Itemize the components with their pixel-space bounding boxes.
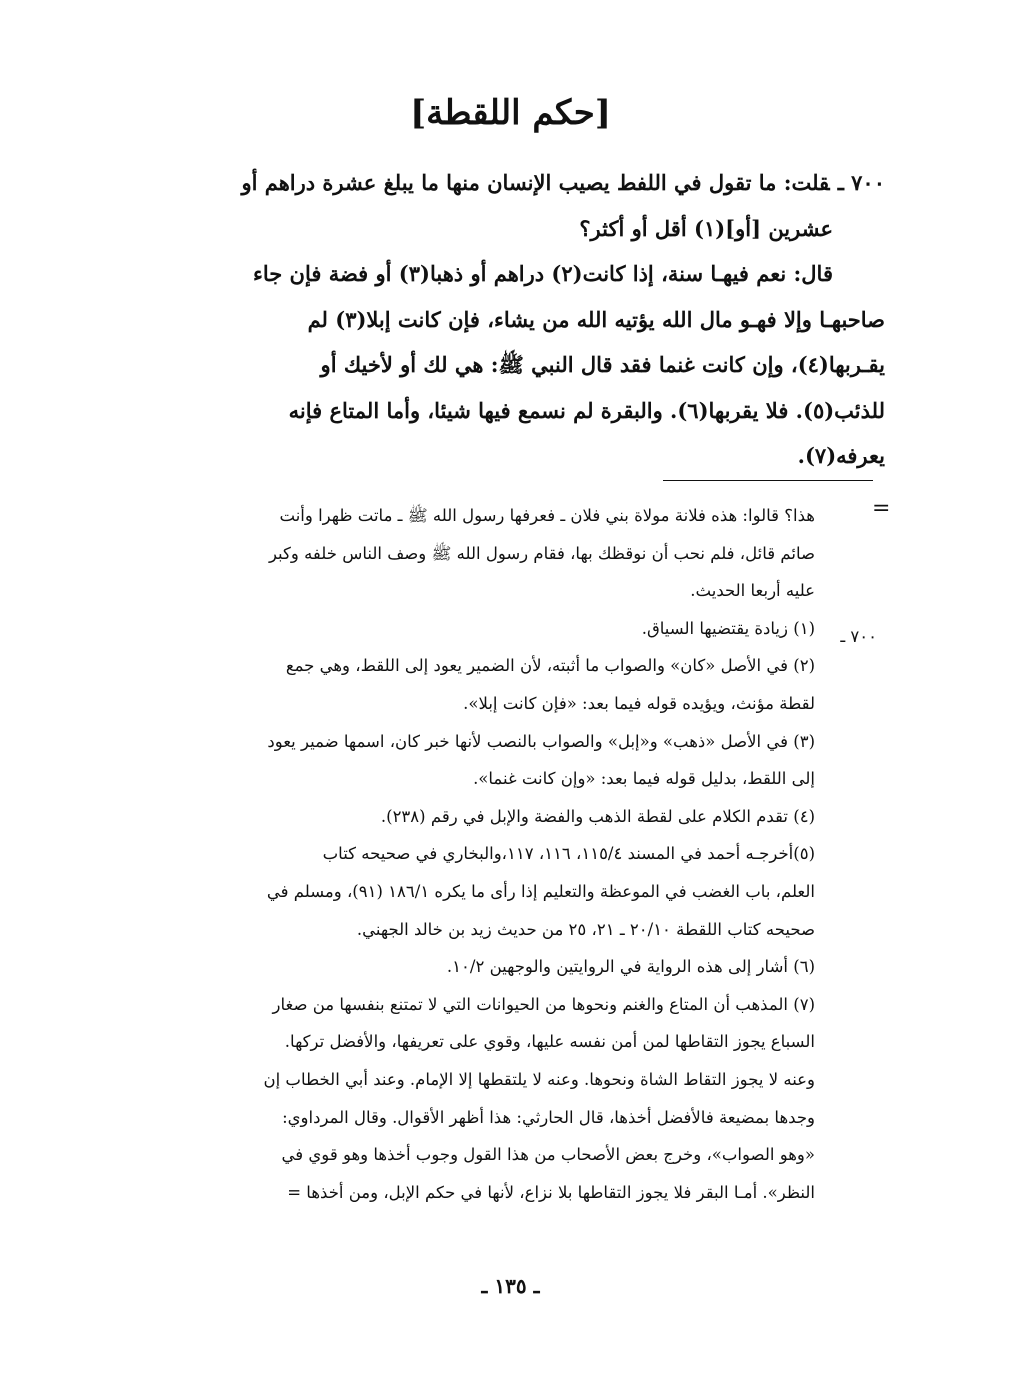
footnote-line: (٦) أشار إلى هذه الرواية في الروايتين والوجهين ١٠/٢.	[446, 957, 815, 977]
main-line: صاحبهـا وإلا فهـو مال الله يؤتيه الله من يشاء، فإن كانت إبلا(٣) لم	[307, 306, 885, 332]
footnote-line: (٣) في الأصل «ذهب» و«إبل» والصواب بالنصب لأنها خبر كان، اسمها ضمير يعود	[267, 731, 815, 751]
main-line: للذئب(٥). فلا يقربها(٦). والبقرة لم نسمع فيها شيئا، وأما المتاع فإنه	[288, 397, 885, 423]
main-line: قال: نعم فيهـا سنة، إذا كانت(٢) دراهم أو ذهبا(٣) أو فضة فإن جاء	[252, 261, 833, 286]
footnote-line: العلم، باب الغضب في الموعظة والتعليم إذا رأى ما يكره ١٨٦/١ (٩١)، ومسلم في	[266, 881, 815, 901]
footnote-line: لقطة مؤنث، ويؤيده قوله فيما بعد: «فإن كانت إبلا».	[463, 693, 815, 713]
footnote-line: وجدها بمضيعة فالأفضل أخذها، قال الحارثي: هذا أظهر الأقوال. وقال المرداوي:	[282, 1107, 815, 1127]
footnote-line: (٥)أخرجـه أحمد في المسند ١١٥/٤، ١١٦، ١١٧،والبخاري في صحيحه كتاب	[322, 844, 815, 864]
entry-number: ٧٠٠ ـ	[837, 170, 885, 195]
footnote-line: (٤) تقدم الكلام على لقطة الذهب والفضة والإبل في رقم (٢٣٨).	[380, 806, 815, 826]
footnote-line: هذا؟ قالوا: هذه فلانة مولاة بني فلان ـ فعرفها رسول الله ﷺ ـ ماتت ظهرا وأنت	[279, 506, 815, 525]
footnote-entry-label: ٧٠٠ ـ	[840, 627, 877, 646]
footnote-line: عليه أربعا الحديث.	[690, 581, 815, 601]
main-text	[160, 160, 885, 479]
footnote-line: صائم قائل، فلم نحب أن نوقظك بها، فقام رسول الله ﷺ وصف الناس خلفه وكبر	[268, 543, 815, 563]
main-line: يقـربها(٤)، وإن كانت غنما فقد قال النبي ﷺ: هي لك أو لأخيك أو	[320, 352, 885, 377]
footnote-line: «وهو الصواب»، وخرج بعض الأصحاب من هذا القول وجوب أخذها وهو قوي في	[281, 1145, 815, 1165]
section-heading: [حكم اللقطة]	[410, 93, 611, 133]
footnote-line: السباع يجوز التقاطها لمن أمن نفسه عليها، وقوي على تعريفها، والأفضل تركها.	[284, 1032, 815, 1052]
footnote-line: النظر». أمـا البقر فلا يجوز التقاطها بلا نزاع، لأنها في حكم الإبل، ومن أخذها =	[287, 1182, 815, 1202]
footnote-line: (١) زيادة يقتضيها السياق.	[641, 618, 815, 638]
footnote-line: صحيحه كتاب اللقطة ٢٠/١٠ ـ ٢١، ٢٥ من حديث زيد بن خالد الجهني.	[356, 919, 815, 939]
footnote-line: (٢) في الأصل «كان» والصواب ما أثبته، لأن الضمير يعود إلى اللقط، وهي جمع	[285, 656, 815, 676]
footnote-divider	[663, 480, 873, 481]
footnote-line: (٧) المذهب أن المتاع والغنم ونحوها من الحيوانات التي لا تمتنع بنفسها من صغار	[272, 994, 815, 1014]
footnote-line: وعنه لا يجوز التقاط الشاة ونحوها. وعنه لا يلتقطها إلا الإمام. وعند أبي الخطاب إن	[263, 1069, 815, 1089]
page-number: ـ ١٣٥ ـ	[481, 1274, 540, 1298]
main-line: ٧٠٠ ـقلت: ما تقول في اللفط يصيب الإنسان منها ما يبلغ عشرة دراهم أو	[241, 170, 885, 195]
main-line: عشرين [أو](١) أقل أو أكثر؟	[579, 215, 833, 241]
continuation-mark: =	[872, 496, 891, 521]
footnotes	[163, 497, 815, 1211]
footnote-line: إلى اللقط، بدليل قوله فيما بعد: «وإن كانت غنما».	[473, 769, 815, 789]
main-line: يعرفه(٧).	[797, 443, 885, 468]
